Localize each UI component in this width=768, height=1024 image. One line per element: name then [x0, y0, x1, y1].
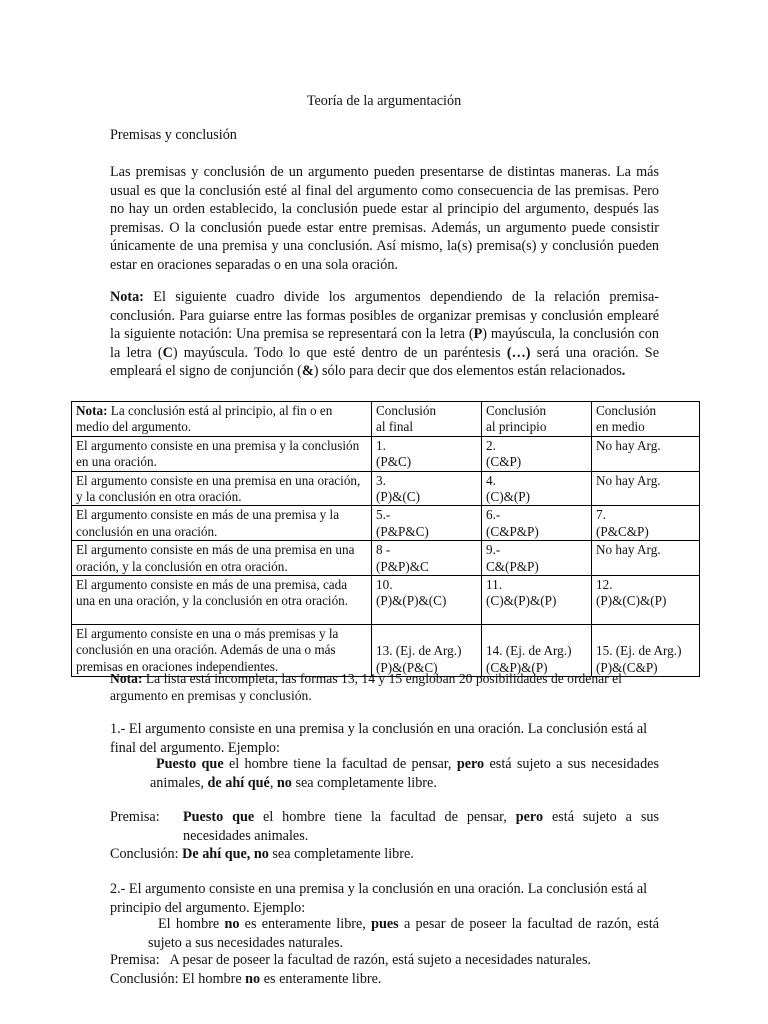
- argument-forms-table: [71, 401, 700, 677]
- connector-word: pero: [515, 809, 544, 825]
- row-cell: [482, 625, 592, 677]
- table-row: [72, 576, 700, 625]
- row-description: El argumento consiste en más de una premisa y la conclusión en una oración.: [72, 506, 372, 541]
- conclusion-text: sea completamente libre.: [268, 846, 414, 862]
- row-cell: [372, 625, 482, 677]
- conclusion-letter: C: [162, 344, 173, 361]
- notation-text: ) mayúscula, la conclusión con la letra (: [110, 326, 659, 361]
- cell-value: 12. (P)&(C)&(P): [596, 577, 667, 609]
- table-row: [72, 541, 700, 576]
- example2-intro: 2.- El argumento consiste en una premisa y la conclusión en una oración. La conclusión está al principio del argumento. Ejemplo:: [110, 881, 648, 916]
- note-label: Nota:: [110, 289, 144, 305]
- example1-sentence: [150, 755, 659, 792]
- sentence-text: es enteramente libre,: [239, 916, 372, 932]
- table-header-col3: [592, 402, 700, 437]
- table-header-note: [72, 402, 372, 437]
- row-cell: [592, 436, 700, 471]
- connector-word: Puesto que: [183, 809, 255, 825]
- cell-value: 1. (P&C): [376, 437, 412, 470]
- row-cell: [482, 541, 592, 576]
- row-description: El argumento consiste en más de una premisa, cada una en una oración, y la conclusión en otra oración.: [72, 576, 372, 625]
- row-cell: [372, 576, 482, 625]
- example2-premise: [110, 951, 591, 970]
- cell-value: 8 - (P&P)&C: [376, 542, 429, 574]
- premise-text: A pesar de poseer la facultad de razón, está sujeto a necesidades naturales.: [169, 952, 592, 968]
- header-label: Conclusión en medio: [596, 403, 657, 435]
- row-cell: [482, 576, 592, 625]
- table-row: [72, 471, 700, 506]
- conclusion-text: El hombre: [182, 971, 246, 987]
- sentence-text: sea completamente libre.: [291, 774, 437, 791]
- cell-value: 4. (C)&(P): [486, 472, 530, 505]
- cell-value: 10. (P)&(P)&(C): [376, 577, 447, 609]
- cell-value: 14. (Ej. de Arg.) (C&P)&(P): [486, 643, 572, 675]
- notation-paragraph: [110, 288, 659, 381]
- table-row: [72, 506, 700, 541]
- premise-text: está sujeto a sus necesidades animales.: [183, 809, 659, 844]
- sentence-text: a pesar de poseer la facultad de razón, está sujeto a sus necesidades naturales.: [148, 916, 660, 951]
- conclusion-label: Conclusión:: [110, 971, 179, 987]
- notation-text: ) sólo para decir que dos elementos están relacionados: [313, 363, 622, 379]
- example1-premise: [183, 808, 659, 845]
- cell-value: 6.- (C&P&P): [486, 507, 539, 539]
- cell-value: 7. (P&C&P): [596, 507, 649, 539]
- note-label: Nota:: [76, 403, 108, 418]
- sentence-text: ,: [269, 774, 277, 791]
- example1-conclusion: [110, 845, 414, 864]
- table-row: [72, 625, 700, 677]
- connector-word: de ahí qué: [207, 774, 270, 791]
- page-title: Teoría de la argumentación: [306, 93, 462, 109]
- row-cell: [482, 436, 592, 471]
- example1-intro: 1.- El argumento consiste en una premisa y la conclusión en una oración. La conclusión está al final del argumento. Ejemplo:: [110, 721, 648, 756]
- intro-paragraph: Las premisas y conclusión de un argumento pueden presentarse de distintas maneras. La más usual es que la conclusión esté al final del argumento como consecuencia de las premisas. Pero no hay un orden establecido, la conclusión puede estar al principio del argumento, después las premisas. O la conclusión puede estar entre premisas. Además, un argumento puede consistir únicamente de una premisa y una conclusión. Así mismo, la(s) premisa(s) y conclusión pueden estar en oraciones separadas o en una sola oración.: [110, 164, 659, 273]
- note-label: Nota:: [110, 671, 143, 686]
- connector-word: pues: [371, 916, 399, 932]
- cell-value: No hay Arg.: [596, 437, 661, 453]
- cell-value: 3. (P)&(C): [376, 472, 420, 505]
- header-note-text: La conclusión está al principio, al fin o en medio del argumento.: [76, 403, 333, 435]
- example2-conclusion: [110, 970, 381, 989]
- premise-letter: P: [473, 326, 483, 342]
- notation-text: El siguiente cuadro divide los argumentos dependiendo de la relación premisa-conclusión. Para guiarse entre las formas posibles de organizar premisas y conclusión emplearé la siguiente notación: Una premisa se representará con la letra (: [110, 289, 659, 342]
- conjunction-symbol: &: [301, 363, 314, 379]
- connector-word: no: [276, 774, 292, 791]
- row-cell: [592, 576, 700, 625]
- cell-value: 5.- (P&P&C): [376, 507, 429, 539]
- header-label: Conclusión al principio: [486, 403, 547, 435]
- row-cell: [372, 506, 482, 541]
- row-cell: [592, 541, 700, 576]
- connector-word: pero: [456, 756, 485, 772]
- connector-word: no: [224, 916, 240, 932]
- cell-value: 11. (C)&(P)&(P): [486, 577, 557, 609]
- conclusion-text: es enteramente libre.: [260, 971, 382, 987]
- cell-value: 2. (C&P): [486, 437, 522, 470]
- table-header-row: [72, 402, 700, 437]
- row-description: El argumento consiste en una premisa y la conclusión en una oración.: [72, 436, 372, 471]
- row-cell: [592, 506, 700, 541]
- parenthesis-symbol: (…): [506, 344, 531, 361]
- connector-word: De ahí que, no: [182, 846, 269, 862]
- table-row: [72, 436, 700, 471]
- table-footnote: [110, 670, 659, 704]
- connector-word: Puesto que: [156, 756, 224, 772]
- example2-sentence: [148, 915, 659, 952]
- row-cell: [592, 625, 700, 677]
- row-cell: [592, 471, 700, 506]
- row-cell: [482, 471, 592, 506]
- cell-value: 15. (Ej. de Arg.) (P)&(C&P): [596, 643, 682, 675]
- cell-value: 13. (Ej. de Arg.) (P)&(P&C): [376, 643, 462, 675]
- header-label: Conclusión al final: [376, 403, 437, 435]
- notation-text: será una oración. Se empleará el signo de conjunción (: [110, 344, 659, 379]
- row-cell: [372, 541, 482, 576]
- example1-premise-label: Premisa:: [110, 809, 160, 825]
- conclusion-label: Conclusión:: [110, 846, 179, 862]
- row-description: El argumento consiste en una o más premisas y la conclusión en una oración. Además de una o más premisas en oraciones independientes.: [72, 625, 372, 677]
- table-header-col2: [482, 402, 592, 437]
- sentence-text: el hombre tiene la facultad de pensar,: [223, 756, 457, 772]
- footnote-text: La lista está incompleta, las formas 13, 14 y 15 engloban 20 posibilidades de ordenar el argumento en premisas y conclusión.: [110, 671, 622, 703]
- sentence-text: El hombre: [158, 916, 225, 932]
- row-description: El argumento consiste en más de una premisa en una oración, y la conclusión en otra oración.: [72, 541, 372, 576]
- row-cell: [372, 471, 482, 506]
- notation-period: .: [621, 363, 626, 379]
- table-header-col1: [372, 402, 482, 437]
- cell-value: No hay Arg.: [596, 472, 661, 488]
- connector-word: no: [245, 971, 261, 987]
- row-description: El argumento consiste en una premisa en una oración, y la conclusión en otra oración.: [72, 471, 372, 506]
- premise-text: el hombre tiene la facultad de pensar,: [254, 809, 516, 825]
- cell-value: 9.- C&(P&P): [486, 542, 539, 574]
- notation-text: ) mayúscula. Todo lo que esté dentro de un paréntesis: [172, 344, 507, 361]
- cell-value: No hay Arg.: [596, 542, 661, 558]
- sentence-text: está sujeto a sus necesidades animales,: [150, 756, 659, 791]
- premise-label: Premisa:: [110, 952, 160, 968]
- row-cell: [372, 436, 482, 471]
- row-cell: [482, 506, 592, 541]
- section-subtitle: Premisas y conclusión: [110, 127, 237, 143]
